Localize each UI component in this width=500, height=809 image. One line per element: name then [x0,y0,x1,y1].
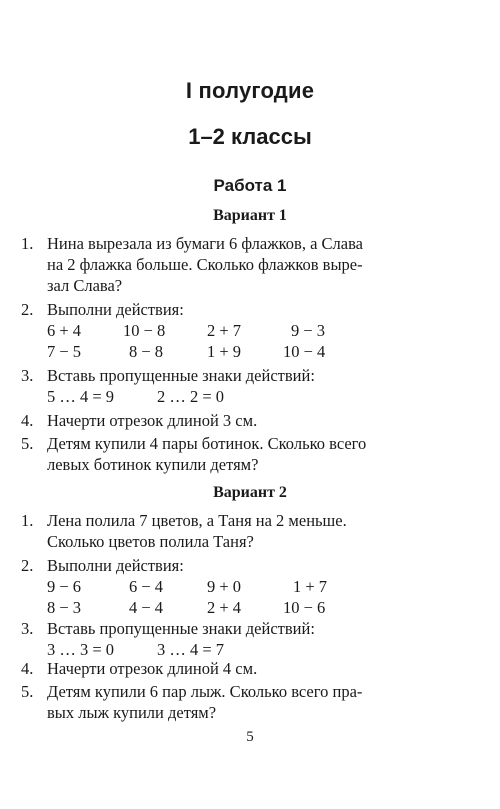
task-number: 1. [21,234,34,253]
v1-task-4 [21,410,467,431]
task-number: 3. [21,366,34,385]
variant-1-title: Вариант 1 [213,207,287,224]
expression: 2 + 7 [207,321,242,340]
task-text-line: Выполни действия: [47,300,184,319]
v1-task-1 [21,233,467,296]
task-number: 4. [21,659,34,678]
grades-title: 1–2 классы [188,124,312,149]
expression: 3 … 3 = 0 [47,640,115,659]
expression: 9 − 3 [291,321,326,340]
task-text-line: Начерти отрезок длиной 3 см. [47,411,258,430]
expression: 6 − 4 [129,577,164,596]
task-text-line: Лена полила 7 цветов, а Таня на 2 меньше. [47,511,347,530]
task-number: 2. [21,300,34,319]
section-title: I полугодие [185,78,315,103]
task-text-line: Вставь пропущенные знаки действий: [47,619,315,638]
expression: 9 + 0 [207,577,242,596]
v2-task-4 [21,658,467,679]
task-text-line: Выполни действия: [47,556,184,575]
task-text-line: Сколько цветов полила Таня? [47,532,254,551]
v2-task-3 [21,618,467,660]
task-number: 1. [21,511,34,530]
variant-2-title: Вариант 2 [213,484,287,501]
expression: 10 − 6 [283,598,326,617]
expression: 1 + 7 [293,577,328,596]
task-text-line: Начерти отрезок длиной 4 см. [47,659,258,678]
expression: 7 − 5 [47,342,82,361]
v1-task-3 [21,365,467,407]
expression: 10 − 8 [123,321,166,340]
task-number: 3. [21,619,34,638]
task-text-line: Детям купили 6 пар лыж. Сколько всего пра- [47,682,363,701]
task-text-line: вых лыж купили детям? [47,703,217,722]
v2-task-2 [21,555,467,618]
expression: 9 − 6 [47,577,82,596]
expression: 5 … 4 = 9 [47,387,115,406]
task-text-line: левых ботинок купили детям? [47,455,259,474]
task-text-line: зал Слава? [47,276,123,295]
v1-task-5 [21,433,467,475]
expression: 1 + 9 [207,342,242,361]
v2-task-1 [21,510,467,552]
task-number: 5. [21,682,34,701]
expression: 10 − 4 [283,342,326,361]
expression: 8 − 3 [47,598,82,617]
task-number: 5. [21,434,34,453]
task-text-line: на 2 флажка больше. Сколько флажков выре- [47,255,363,274]
expression: 4 − 4 [129,598,164,617]
expression: 8 − 8 [129,342,164,361]
page-number: 5 [246,729,254,745]
v1-task-2 [21,299,467,362]
task-number: 4. [21,411,34,430]
v2-task-5 [21,681,467,723]
work-title: Работа 1 [213,176,287,195]
task-text-line: Детям купили 4 пары ботинок. Сколько всего [47,434,367,453]
expression: 2 + 4 [207,598,242,617]
task-text-line: Вставь пропущенные знаки действий: [47,366,315,385]
expression: 2 … 2 = 0 [157,387,225,406]
expression: 6 + 4 [47,321,82,340]
expression: 3 … 4 = 7 [157,640,225,659]
task-number: 2. [21,556,34,575]
task-text-line: Нина вырезала из бумаги 6 флажков, а Слава [47,234,363,253]
